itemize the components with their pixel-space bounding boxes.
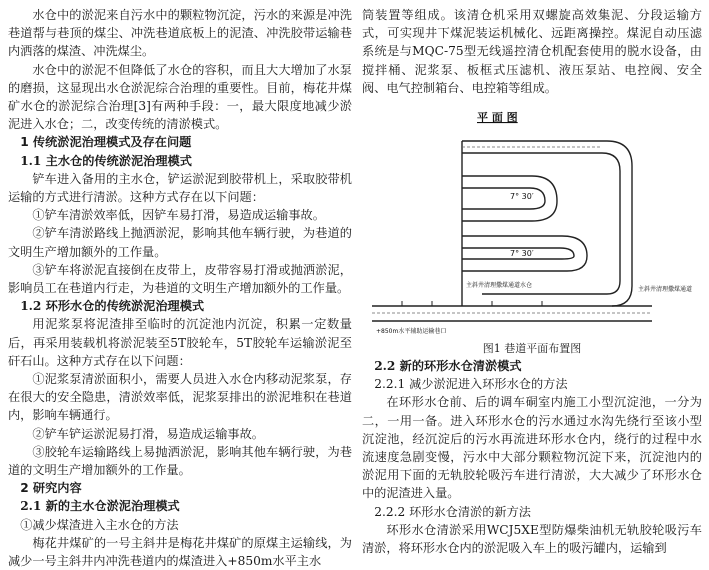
list-item: ①泥浆泵清淤面积小，需要人员进入水仓内移动泥浆泵，存在很大的安全隐患，清淤效率低，泥浆泵排出的淤泥堆积在巷道内，影响车辆通行。 xyxy=(8,372,352,423)
subsubsection-heading: 2.2.2 环形水仓清淤的新方法 xyxy=(374,504,531,519)
subsection-heading: 2.1 新的主水仓淤泥治理模式 xyxy=(20,499,180,514)
paragraph: 筒装置等组成。该清仓机采用双螺旋高效集泥、分段运输方式，可实现井下煤泥装运机械化、远距离操控。煤泥自动压滤系统是与MQC-75型无线遥控清仓机配套使用的脱水设备，由搅拌桶、泥浆泵、板框式压滤机、液压泵站、电控阀、安全阀、电气控制箱台、电控箱等组成。 xyxy=(362,8,702,95)
subsubsection-heading: ①减少煤渣进入主水仓的方法 xyxy=(20,517,179,532)
section-heading: 1 传统淤泥治理模式及存在问题 xyxy=(20,135,192,150)
list-item: ③铲车将淤泥直接倒在皮带上，皮带容易打滑或抛洒淤泥，影响员工在巷道内行走，为巷道的文明生产增加额外的工作量。 xyxy=(8,262,352,296)
list-item: ①铲车清淤效率低，因铲车易打滑，易造成运输事故。 xyxy=(32,208,325,223)
paragraph: 水仓中的淤泥不但降低了水仓的容积，而且大大增加了水泵的磨损，这显现出水仓淤泥综合治理的重要性。目前，梅花井煤矿水仓的淤泥综合治理[3]有两种手段：一，最大限度地减少淤泥进入水仓；二，改变传统的清淤模式。 xyxy=(8,62,352,132)
section-heading: 2 研究内容 xyxy=(20,481,82,496)
list-item: ②铲车清淤路线上抛洒淤泥，影响其他车辆行驶，为巷道的文明生产增加额外的工作量。 xyxy=(8,226,352,259)
paragraph: 铲车进入备用的主水仓，铲运淤泥到胶带机上，采取胶带机运输的方式进行清淤。这种方式存在以下问题： xyxy=(8,171,352,205)
paragraph: 用泥浆泵将泥渣排至临时的沉淀池内沉淀，积累一定数量后，再采用装载机将淤泥装至5T胶轮车，5T胶轮车运输淤泥至矸石山。这种方式存在以下问题： xyxy=(8,317,352,368)
subsubsection-heading: 2.2.1 减少淤泥进入环形水仓的方法 xyxy=(374,377,568,392)
list-item: ③胶轮车运输路线上易抛洒淤泥，影响其他车辆行驶，为巷道的文明生产增加额外的工作量。 xyxy=(8,444,352,478)
curved-tunnel-inner xyxy=(462,153,620,294)
figure-roadway-layout xyxy=(362,101,702,341)
figure-title: 平 面 图 xyxy=(477,111,518,125)
figure-note: 主斜井清理撒煤通道水仓 xyxy=(466,282,533,290)
roadway-plan-diagram xyxy=(362,101,702,341)
figure-note: 主斜井清理撒煤通道 xyxy=(638,286,693,294)
subsection-heading: 1.1 主水仓的传统淤泥治理模式 xyxy=(20,153,192,168)
subsection-heading: 1.2 环形水仓的传统淤泥治理模式 xyxy=(20,299,205,314)
left-column xyxy=(8,6,352,570)
figure-caption: 图1 巷道平面布置图 xyxy=(482,342,582,356)
right-column xyxy=(362,6,702,557)
slope-label: 7° 30′ xyxy=(510,192,534,202)
paragraph: 在环形水仓前、后的调车硐室内施工小型沉淀池，一分为二，一用一备。进入环形水仓的污水通过水沟先绕行至该小型沉淀池，经沉淀后的污水再流进环形水仓内，绕行的过程中水流速度急剧变慢，污水中大部分颗粒物沉淀下来，沉淀池内的淤泥用下面的无轨胶轮吸污车进行清淤，大大减少了环形水仓中的泥渣进入量。 xyxy=(362,395,702,501)
paragraph: 环形水仓清淤采用WCJ5XE型防爆柴油机无轨胶轮吸污车清淤，将环形水仓内的淤泥吸入车上的吸污罐内，运输到 xyxy=(362,522,702,556)
list-item: ②铲车铲运淤泥易打滑，易造成运输事故。 xyxy=(32,426,264,441)
paragraph: 梅花井煤矿的一号主斜井是梅花井煤矿的原煤主运输线，为减少一号主斜井内冲洗巷道内的煤渣进入+850m水平主水 xyxy=(8,535,352,569)
slope-label: 7° 30′ xyxy=(510,249,534,259)
paragraph: 水仓中的淤泥来自污水中的颗粒物沉淀，污水的来源是冲洗巷道帮与巷顶的煤尘、冲洗巷道底板上的泥渣、冲洗胶带运输巷内洒落的煤渣、冲洗煤尘。 xyxy=(8,8,352,59)
figure-note: +850m水平辅助运输巷口 xyxy=(376,328,447,336)
subsection-heading: 2.2 新的环形水仓清淤模式 xyxy=(374,359,522,374)
